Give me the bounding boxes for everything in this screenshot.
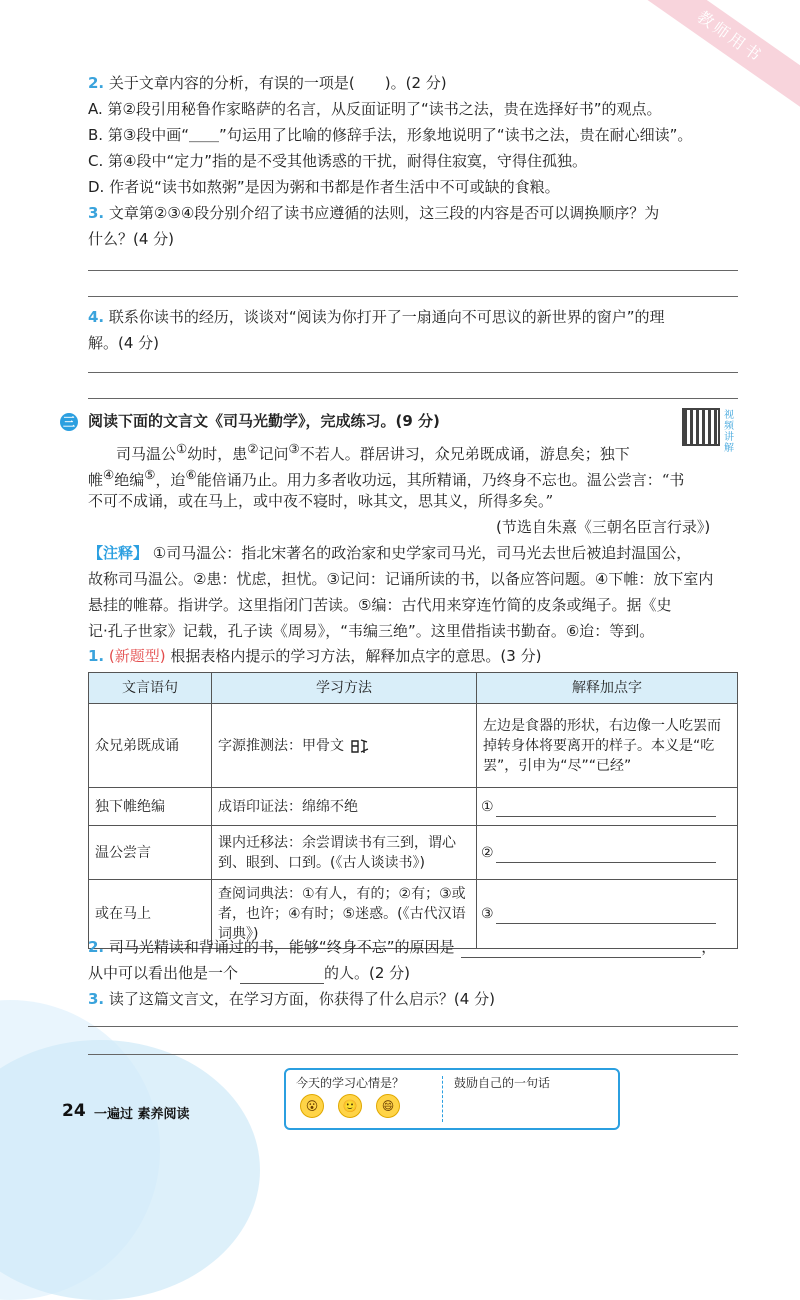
question-4-number: 4. [88,308,105,326]
sentence-cell: 众兄弟既成诵 [89,704,212,788]
question-2 [88,72,447,94]
answer-line[interactable] [88,296,738,297]
notes-line-4: 记·孔子世家》记载，孔子读《周易》，“韦编三绝”。这里借指读书勤奋。⑥迨：等到。 [88,622,655,640]
study-method-table [88,672,738,949]
answer-cell: 左边是食器的形状，右边像一人吃罢而掉转身体将要离开的样子。本义是“吃罢”，引申为“尽”“已经” [477,704,738,788]
method-cell: 成语印证法：绵绵不绝 [212,788,477,826]
sentence-cell: 独下帷绝编 [89,788,212,826]
notes-line-2: 故称司马温公。②患：忧虑，担忧。③记问：记诵所读的书，以备应答问题。④下帷：放下室内 [88,570,714,588]
question-2-option-c[interactable]: C. 第④段中“定力”指的是不受其他诱惑的干扰，耐得住寂寞，守得住孤独。 [88,152,588,170]
method-cell: 课内迁移法：余尝谓读书有三到，谓心到、眼到、口到。(《古人谈读书》) [212,826,477,880]
question-2-option-d[interactable]: D. 作者说“读书如熬粥”是因为粥和书都是作者生活中不可或缺的食粮。 [88,178,560,196]
table-row [89,704,738,788]
question-3 [88,202,659,224]
section-question-1-number: 1. [88,647,105,665]
answer-blank[interactable] [496,909,716,924]
column-header: 文言语句 [89,673,212,704]
question-3-number: 3. [88,204,105,222]
decor-wave-front [0,1040,260,1300]
section-question-2: 2. 司马光精读和背诵过的书，能够“终身不忘”的原因是 ， [88,938,717,956]
new-type-tag: (新题型) [108,647,166,665]
answer-blank[interactable] [240,969,324,984]
answer-line[interactable] [88,372,738,373]
answer-line[interactable] [88,1026,738,1027]
answer-cell[interactable]: ② [477,826,738,880]
qr-code-icon[interactable] [682,408,720,446]
question-3-text-line1: 文章第②③④段分别介绍了读书应遵循的法则，这三段的内容是否可以调换顺序？为 [108,204,660,222]
answer-blank[interactable] [496,802,716,817]
smile-face-icon[interactable]: 🙂 [338,1094,362,1118]
table-row [89,788,738,826]
passage-line-1: 司马温公①幼时，患②记问③不若人。群居讲习，众兄弟既成诵，游息矣；独下 [116,441,630,463]
series-title: 一遍过 素养阅读 [94,1107,190,1122]
surprised-face-icon[interactable]: 😮 [300,1094,324,1118]
question-2-text: 关于文章内容的分析，有误的一项是( )。(2 分) [108,74,447,92]
table-header-row [89,673,738,704]
passage-line-3: 不可不成诵，或在马上，或中夜不寝时，咏其文，思其义，所得多矣。” [88,492,554,510]
divider [442,1076,443,1122]
video-explain-label[interactable]: 视频讲解 [724,410,734,454]
teacher-edition-band: 教师用书 [614,0,800,125]
page-number: 24 [62,1101,86,1121]
passage-source: (节选自朱熹《三朝名臣言行录》) [496,518,711,536]
question-2-option-a[interactable]: A. 第②段引用秘鲁作家略萨的名言，从反面证明了“读书之法，贵在选择好书”的观点。 [88,100,662,118]
section-question-2-number: 2. [88,938,105,956]
section-question-2-line2: 从中可以看出他是一个 的人。(2 分) [88,964,411,982]
method-cell: 字源推测法：甲骨文 [212,704,477,788]
section-question-3: 3. 读了这篇文言文，在学习方面，你获得了什么启示？(4 分) [88,990,495,1008]
question-4 [88,306,664,328]
column-header: 解释加点字 [477,673,738,704]
passage-line-2: 帷④绝编⑤，迨⑥能倍诵乃止。用力多者收功远，其所精诵，乃终身不忘也。温公尝言：“书 [88,467,685,489]
section-question-1: 1. (新题型) 根据表格内提示的学习方法，解释加点字的意思。(3 分) [88,647,542,665]
mood-label: 今天的学习心情是？ [296,1076,405,1090]
laugh-face-icon[interactable]: 😄 [376,1094,400,1118]
question-4-text-line2: 解。(4 分) [88,334,160,352]
method-cell: 查阅词典法：①有人，有的；②有；③或者，也许；④有时；⑤迷惑。(《古代汉语词典》) [212,880,477,949]
question-2-number: 2. [88,74,105,92]
answer-blank[interactable] [496,848,716,863]
encourage-label: 鼓励自己的一句话 [454,1076,551,1090]
answer-blank[interactable] [461,943,701,958]
notes-line-3: 悬挂的帷幕。指讲学。这里指闭门苦读。⑤编：古代用来穿连竹简的皮条或绳子。据《史 [88,596,672,614]
answer-line[interactable] [88,1054,738,1055]
answer-line[interactable] [88,398,738,399]
notes-line-1: 【注释】 ①司马温公：指北宋著名的政治家和史学家司马光，司马光去世后被追封温国公， [88,544,692,562]
question-2-option-b[interactable]: B. 第③段中画“＿＿”句运用了比喻的修辞手法，形象地说明了“读书之法，贵在耐心细读”。 [88,126,693,144]
answer-line[interactable] [88,270,738,271]
answer-cell[interactable]: ① [477,788,738,826]
question-4-text-line1: 联系你读书的经历，谈谈对“阅读为你打开了一扇通向不可思议的新世界的窗户”的理 [108,308,665,326]
sentence-cell: 温公尝言 [89,826,212,880]
column-header: 学习方法 [212,673,477,704]
sentence-cell: 或在马上 [89,880,212,949]
question-3-text-line2: 什么？(4 分) [88,230,175,248]
notes-heading: 【注释】 [88,544,149,562]
section-title: 阅读下面的文言文《司马光勤学》，完成练习。(9 分) [88,412,440,430]
mood-box [284,1068,620,1130]
answer-cell[interactable]: ③ [477,880,738,949]
section-number-icon: 三 [60,413,78,431]
oracle-bone-glyph-icon [350,737,370,755]
section-question-3-number: 3. [88,990,105,1008]
table-row [89,826,738,880]
